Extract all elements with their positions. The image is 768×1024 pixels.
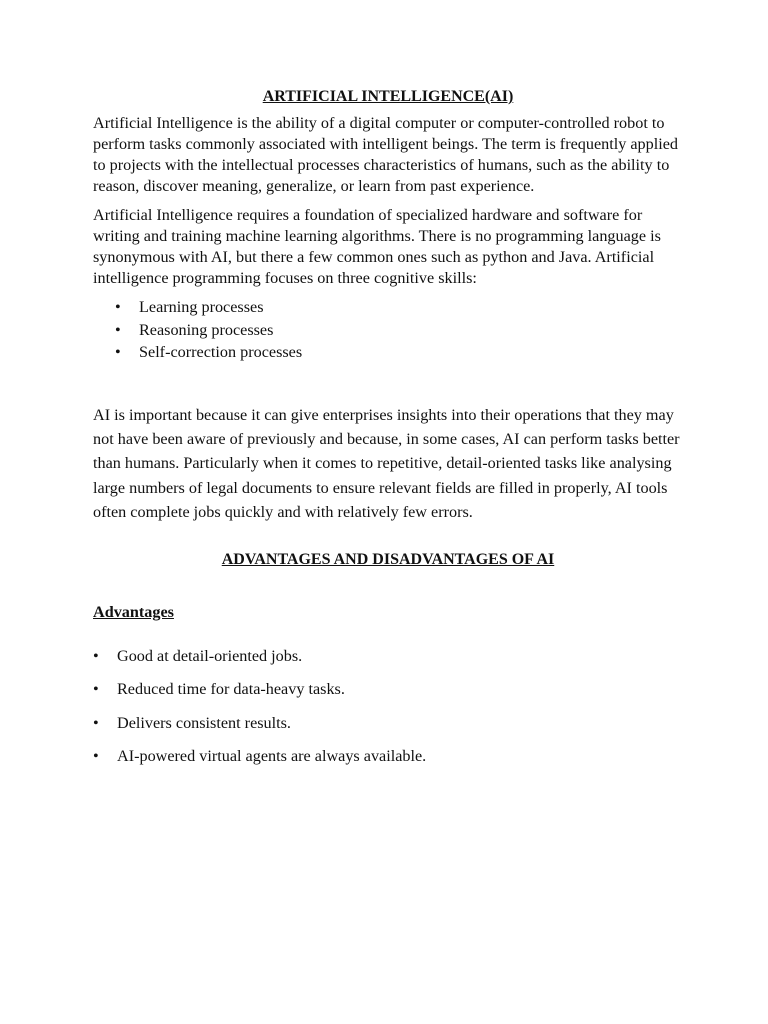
list-item	[93, 319, 683, 342]
bullet-icon: •	[93, 747, 99, 766]
document-page	[93, 86, 683, 779]
bullet-icon: •	[93, 646, 99, 665]
list-item-text: Delivers consistent results.	[117, 713, 291, 732]
list-item-text: Good at detail-oriented jobs.	[117, 646, 303, 665]
paragraph-foundation: Artificial Intelligence requires a foundation of specialized hardware and software for writing and training machine learning algorithms. There is no programming language is synonymous with AI, but there a few common ones such as python and Java. Artificial intelligence programming focuses on three cognitive skills:	[93, 206, 661, 287]
list-item	[93, 645, 683, 667]
skills-list	[93, 296, 683, 364]
section-heading: ADVANTAGES AND DISADVANTAGES OF AI	[221, 550, 555, 568]
paragraph-importance: AI is important because it can give enterprises insights into their operations that they may not have been aware of previously and because, in some cases, AI can perform tasks better than humans. Particularly when it comes to repetitive, detail-oriented tasks like analysing large numbers of legal documents to ensure relevant fields are filled in properly, AI tools often complete jobs quickly and with relatively few errors.	[93, 405, 680, 522]
page-title: ARTIFICIAL INTELLIGENCE(AI)	[262, 88, 514, 105]
list-item	[93, 712, 683, 734]
list-item-text: Learning processes	[139, 298, 264, 316]
list-item	[93, 341, 683, 364]
list-item-text: Self-correction processes	[139, 343, 303, 361]
bullet-icon: •	[93, 713, 99, 732]
list-item-text: AI-powered virtual agents are always available.	[117, 747, 427, 766]
advantages-list	[93, 645, 683, 768]
bullet-icon: •	[115, 298, 121, 316]
bullet-icon: •	[93, 680, 99, 699]
list-item-text: Reasoning processes	[139, 320, 274, 339]
bullet-icon: •	[115, 343, 121, 361]
list-item-text: Reduced time for data-heavy tasks.	[117, 680, 345, 699]
bullet-icon: •	[115, 320, 121, 339]
list-item	[93, 745, 683, 767]
paragraph-definition: Artificial Intelligence is the ability of a digital computer or computer-controlled robot to perform tasks commonly associated with intelligent beings. The term is frequently applied to projects with the intellectual processes characteristics of humans, such as the ability to reason, discover meaning, generalize, or learn from past experience.	[93, 114, 679, 195]
advantages-heading: Advantages	[93, 602, 174, 621]
list-item	[93, 678, 683, 700]
list-item	[93, 296, 683, 319]
